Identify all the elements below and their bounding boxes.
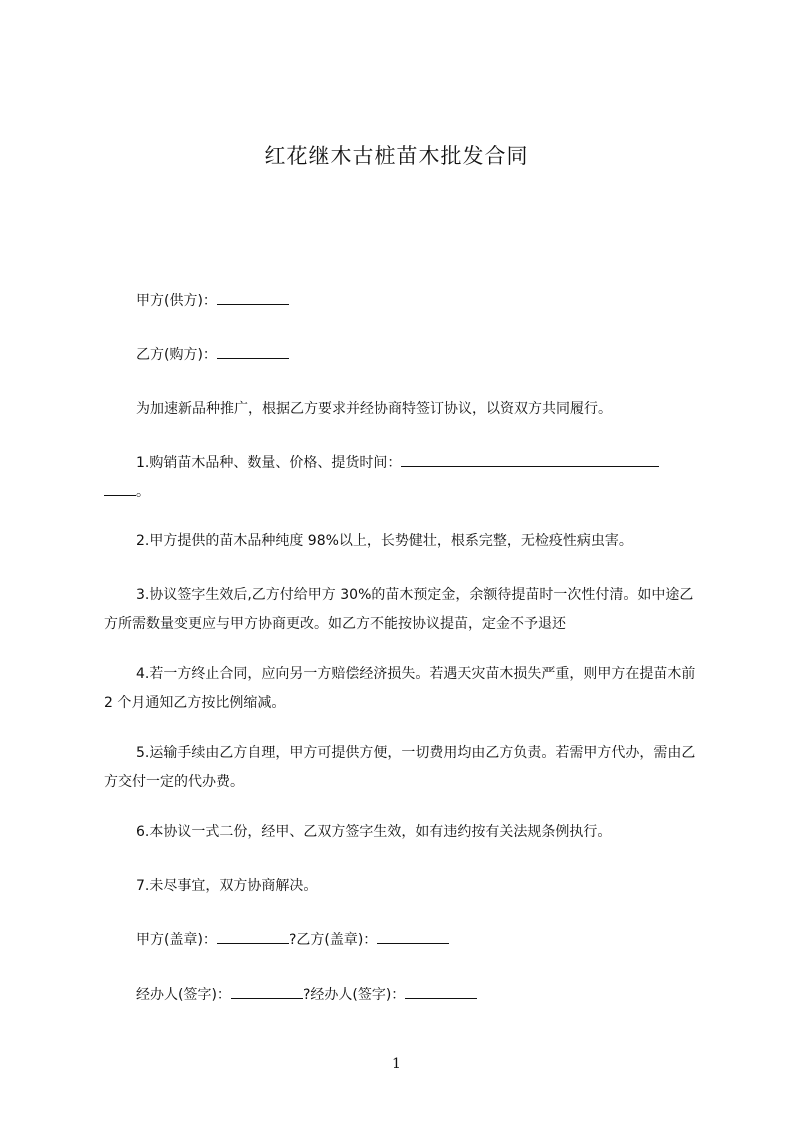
clause-1 (104, 449, 704, 507)
clause-3-text: 3.协议签字生效后,乙方付给甲方 30%的苗木预定金，余额待提苗时一次性付清。如中途乙方所需数量变更应与甲方协商更改。如乙方不能按协议提苗，定金不予退还 (104, 587, 694, 632)
seal-line (104, 926, 704, 955)
seal-b-label: ?乙方(盖章)： (288, 932, 378, 948)
clause-7-text: 7.未尽事宜，双方协商解决。 (136, 878, 318, 894)
intro-paragraph (104, 395, 704, 424)
intro-text: 为加速新品种推广，根据乙方要求并经协商特签订协议，以资双方共同履行。 (136, 401, 612, 417)
clause-7 (104, 872, 704, 901)
sign-a-blank (231, 984, 303, 999)
clause-6-text: 6.本协议一式二份，经甲、乙双方签字生效，如有违约按有关法规条例执行。 (136, 824, 612, 840)
clause-5-text: 5.运输手续由乙方自理，甲方可提供方便，一切费用均由乙方负责。若需甲方代办，需由乙方交付一定的代办费。 (104, 745, 696, 790)
clause-6 (104, 818, 704, 847)
clause-2 (104, 527, 704, 556)
clause-1-label: 1.购销苗木品种、数量、价格、提货时间： (136, 455, 402, 471)
clause-2-text: 2.甲方提供的苗木品种纯度 98%以上，长势健壮，根系完整，无检疫性病虫害。 (136, 533, 633, 549)
clause-1-blank-2 (104, 481, 136, 496)
signature-line (104, 981, 704, 1010)
sign-b-label: ?经办人(签字)： (302, 987, 406, 1003)
party-a-label: 甲方(供方)： (136, 293, 217, 309)
clause-1-end: 。 (136, 484, 150, 500)
sign-a-label: 经办人(签字)： (136, 987, 231, 1003)
clause-4-text: 4.若一方终止合同，应向另一方赔偿经济损失。若遇天灾苗木损失严重，则甲方在提苗木前 2 个月通知乙方按比例缩减。 (104, 666, 696, 711)
document-title: 红花继木古桩苗木批发合同 (264, 144, 529, 168)
party-b-line (104, 341, 704, 370)
party-a-line (104, 287, 704, 316)
party-b-blank (217, 344, 289, 359)
party-b-label: 乙方(购方)： (136, 347, 217, 363)
clause-1-blank-1 (401, 452, 659, 467)
seal-b-blank (377, 929, 449, 944)
page-number: 1 (392, 1056, 401, 1072)
clause-4 (104, 660, 704, 718)
party-a-blank (217, 290, 289, 305)
seal-a-blank (217, 929, 289, 944)
clause-5 (104, 739, 704, 797)
sign-b-blank (405, 984, 477, 999)
clause-3 (104, 581, 704, 639)
seal-a-label: 甲方(盖章)： (136, 932, 217, 948)
